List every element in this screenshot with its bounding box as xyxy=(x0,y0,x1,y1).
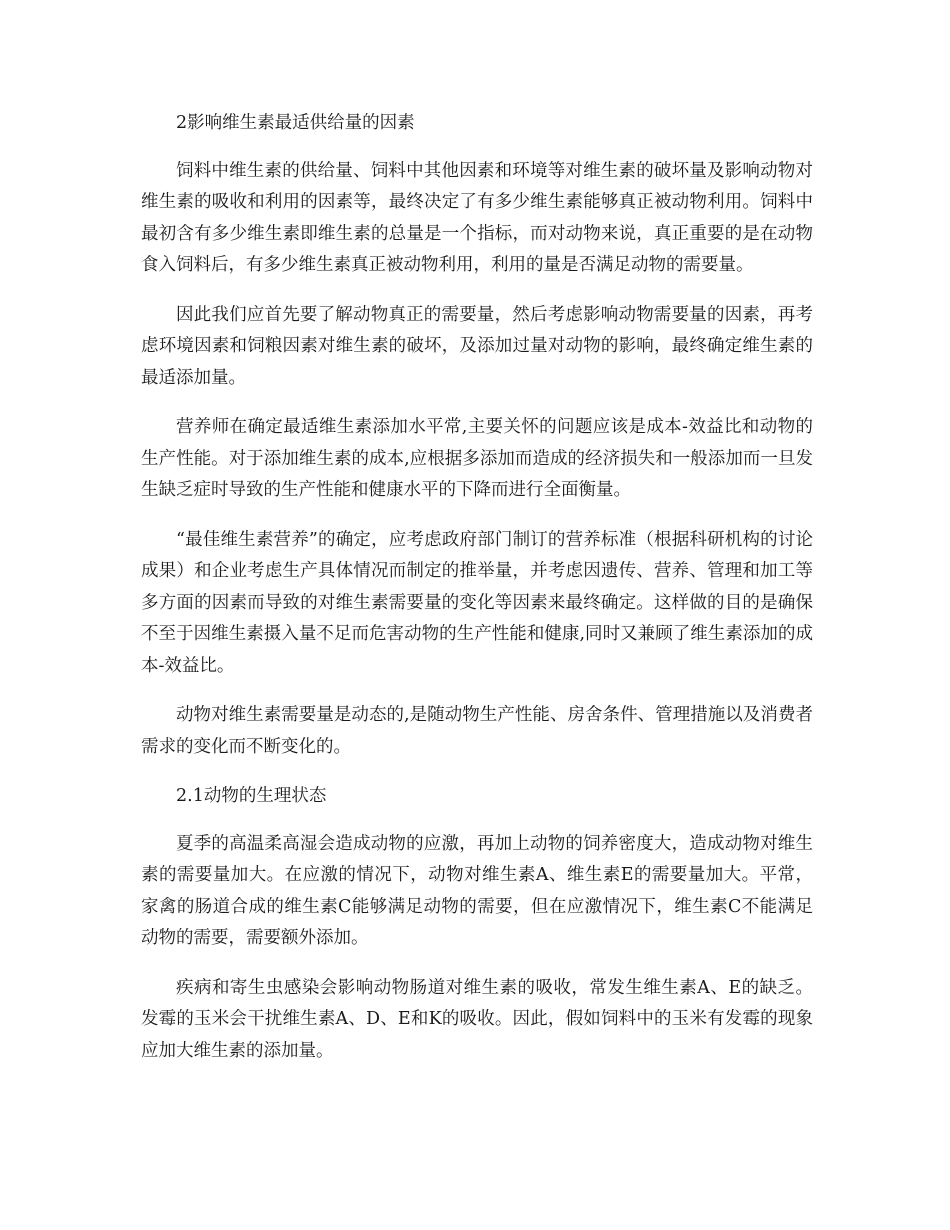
subsection-heading: 2.1动物的生理状态 xyxy=(176,786,327,806)
paragraph: 营养师在确定最适维生素添加水平常,主要关怀的问题应该是成本-效益比和动物的生产性能。对于添加维生素的成本,应根据多添加而造成的经济损失和一般添加而一旦发生缺乏症时导致的生产性能和健康水平的下降而进行全面衡量。 xyxy=(141,417,813,500)
section-heading: 2影响维生素最适供给量的因素 xyxy=(176,113,415,133)
paragraph: 夏季的高温柔高湿会造成动物的应激，再加上动物的饲养密度大，造成动物对维生素的需要量加大。在应激的情况下，动物对维生素A、维生素E的需要量加大。平常，家禽的肠道合成的维生素C能够满足动物的需要，但在应激情况下，维生素C不能满足动物的需要，需要额外添加。 xyxy=(141,833,813,948)
document-body xyxy=(141,108,813,1085)
paragraph: “最佳维生素营养”的确定，应考虑政府部门制订的营养标准（根据科研机构的讨论成果）和企业考虑生产具体情况而制定的推举量，并考虑因遗传、营养、管理和加工等多方面的因素而导致的对维生素需要量的变化等因素来最终确定。这样做的目的是确保不至于因维生素摄入量不足而危害动物的生产性能和健康,同时又兼顾了维生素添加的成本-效益比。 xyxy=(141,529,813,676)
paragraph: 疾病和寄生虫感染会影响动物肠道对维生素的吸收，常发生维生素A、E的缺乏。发霉的玉米会干扰维生素A、D、E和K的吸收。因此，假如饲料中的玉米有发霉的现象应加大维生素的添加量。 xyxy=(141,977,813,1061)
paragraph: 动物对维生素需要量是动态的,是随动物生产性能、房舍条件、管理措施以及消费者需求的变化而不断变化的。 xyxy=(141,705,813,757)
paragraph: 饲料中维生素的供给量、饲料中其他因素和环境等对维生素的破坏量及影响动物对维生素的吸收和利用的因素等，最终决定了有多少维生素能够真正被动物利用。饲料中最初含有多少维生素即维生素的总量是一个指标，而对动物来说，真正重要的是在动物食入饲料后，有多少维生素真正被动物利用，利用的量是否满足动物的需要量。 xyxy=(141,160,813,275)
paragraph: 因此我们应首先要了解动物真正的需要量，然后考虑影响动物需要量的因素，再考虑环境因素和饲粮因素对维生素的破坏，及添加过量对动物的影响，最终确定维生素的最适添加量。 xyxy=(141,304,813,388)
